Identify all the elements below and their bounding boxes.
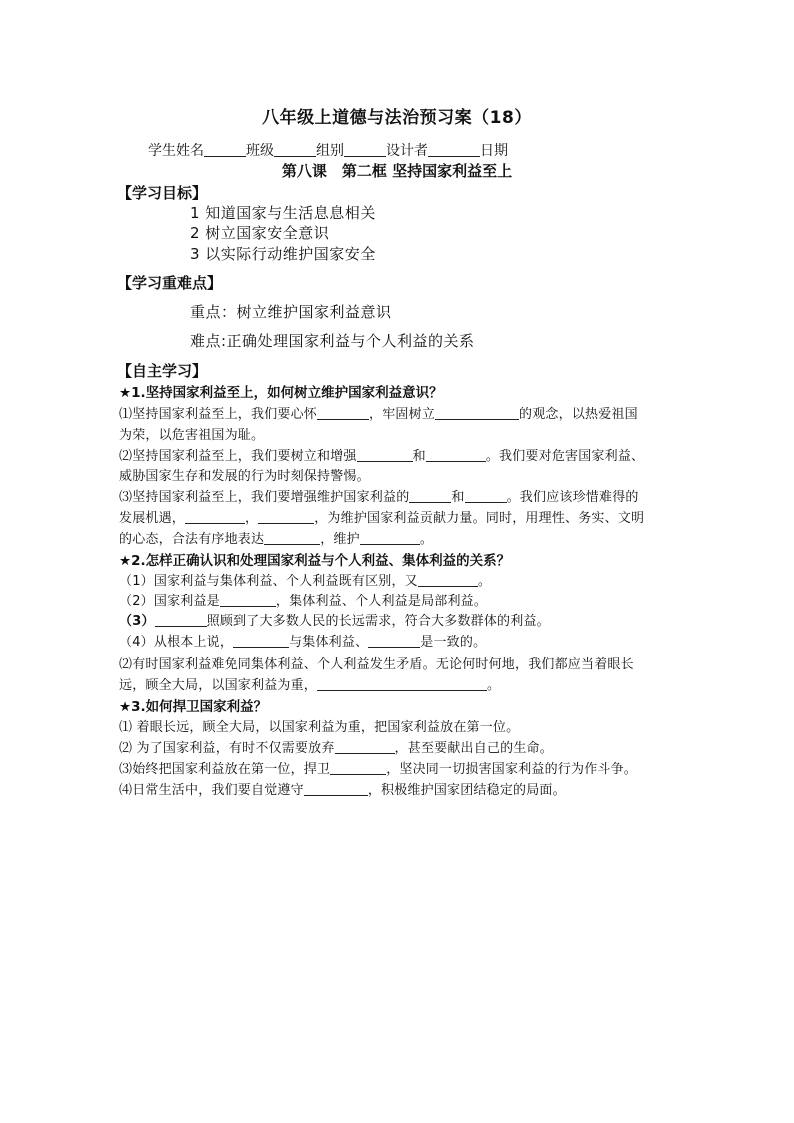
q2-text: （3） (119, 614, 155, 629)
q2-text: 照顾到了大多数人民的长远需求，符合大多数群体的利益。 (206, 614, 550, 629)
page-title: 八年级上道德与法治预习案（18） (262, 108, 532, 128)
fill-blank[interactable] (368, 633, 420, 648)
q1-text: ， (245, 511, 259, 526)
fill-blank[interactable] (330, 760, 386, 775)
q2-text: 。 (477, 574, 492, 589)
fill-blank[interactable] (258, 509, 314, 524)
q1-text: ⑴坚持国家利益至上，我们要心怀 (119, 407, 318, 422)
q1-text: 。我们应该珍惜难得的 (506, 490, 639, 505)
fill-blank[interactable] (465, 488, 507, 503)
q2-text: 远，顾全大局，以国家利益为重， (119, 678, 318, 693)
fill-blank[interactable] (264, 530, 320, 545)
fill-blank[interactable] (185, 509, 245, 524)
q1-text: 的观念，以热爱祖国 (519, 407, 638, 422)
q1-line-7 (119, 528, 433, 547)
keypoints-heading: 【学习重难点】 (117, 274, 223, 292)
q1-text: 和 (451, 490, 465, 505)
keypoint-difficulty: 难点:正确处理国家利益与个人利益的关系 (190, 332, 475, 350)
q1-line-2: 为荣，以危害祖国为耻。 (119, 428, 265, 443)
fill-blank[interactable] (426, 447, 486, 462)
q1-text: 。 (419, 532, 434, 547)
q1-text: ，维护 (320, 532, 360, 547)
q3-text: ⑶始终把国家利益放在第一位，捍卫 (119, 762, 331, 777)
q3-text: ⑵ 为了国家利益，有时不仅需要放弃 (119, 741, 335, 756)
q1-text: 。我们要对危害国家利益、 (485, 449, 645, 464)
goal-item-3: 3 以实际行动维护国家安全 (190, 245, 376, 263)
q3-line-1: ⑴ 着眼长远，顾全大局，以国家利益为重，把国家利益放在第一位。 (119, 720, 520, 735)
goals-heading: 【学习目标】 (117, 184, 208, 202)
fill-blank[interactable] (335, 739, 395, 754)
class-blank[interactable] (274, 142, 316, 157)
fill-blank[interactable] (233, 633, 289, 648)
name-label: 学生姓名 (148, 143, 204, 159)
q1-line-5 (119, 486, 639, 505)
q1-line-1 (119, 403, 638, 422)
q2-line-3 (119, 610, 550, 629)
q2-text: （1）国家利益与集体利益、个人利益既有区别，又 (119, 574, 418, 589)
fill-blank[interactable] (409, 488, 451, 503)
q1-line-6 (119, 507, 644, 526)
q1-text: ，为维护国家利益贡献力量。同时，用理性、务实、文明 (314, 511, 645, 526)
fill-blank[interactable] (360, 530, 420, 545)
goal-item-2: 2 树立国家安全意识 (190, 224, 330, 242)
q1-text: ⑶坚持国家利益至上，我们要增强维护国家利益的 (119, 490, 410, 505)
designer-blank[interactable] (428, 142, 480, 157)
fill-blank[interactable] (357, 447, 413, 462)
q2-line-1 (119, 570, 491, 589)
q2-text: ，集体利益、个人利益是局部利益。 (275, 594, 488, 609)
name-blank[interactable] (204, 142, 246, 157)
q2-text: 与集体利益、 (289, 635, 369, 650)
student-info-line (148, 140, 508, 160)
q3-line-4 (119, 779, 566, 798)
q1-text: ，牢固树立 (369, 407, 436, 422)
q2-text: 是一致的。 (420, 635, 487, 650)
fill-blank[interactable] (220, 592, 276, 607)
class-label: 班级 (246, 143, 274, 159)
q2-line-5: ⑵有时国家利益难免同集体利益、个人利益发生矛盾。无论何时何地，我们都应当着眼长 (119, 657, 634, 672)
group-label: 组别 (316, 143, 344, 159)
goal-item-1: 1 知道国家与生活息息相关 (190, 204, 376, 222)
self-study-heading: 【自主学习】 (117, 362, 208, 380)
q1-text: 发展机遇， (119, 511, 186, 526)
designer-label: 设计者 (386, 143, 428, 159)
group-blank[interactable] (344, 142, 386, 157)
fill-blank[interactable] (317, 405, 369, 420)
fill-blank[interactable] (317, 676, 487, 691)
q3-text: ，积极维护国家团结稳定的局面。 (367, 783, 566, 798)
fill-blank[interactable] (155, 612, 207, 627)
question-3-title: ★3.如何捍卫国家利益？ (119, 699, 268, 715)
q3-line-2 (119, 737, 553, 756)
fill-blank[interactable] (304, 781, 368, 796)
q1-text: ⑵坚持国家利益至上，我们要树立和增强 (119, 449, 357, 464)
q2-text: （2）国家利益是 (119, 594, 220, 609)
q1-text: 的心态，合法有序地表达 (119, 532, 265, 547)
question-1-title: ★1.坚持国家利益至上，如何树立维护国家利益意识？ (119, 385, 443, 401)
fill-blank[interactable] (435, 405, 519, 420)
question-2-title: ★2.怎样正确认识和处理国家利益与个人利益、集体利益的关系？ (119, 553, 511, 569)
keypoint-focus: 重点：树立维护国家利益意识 (190, 303, 392, 321)
q3-text: ，甚至要献出自己的生命。 (394, 741, 553, 756)
q1-text: 和 (412, 449, 426, 464)
q3-text: ，坚决同一切损害国家利益的行为作斗争。 (386, 762, 638, 777)
fill-blank[interactable] (418, 572, 478, 587)
q2-text: （4）从根本上说， (119, 635, 234, 650)
q2-text: 。 (487, 678, 501, 693)
date-label: 日期 (480, 143, 508, 159)
q2-line-4 (119, 631, 486, 650)
q2-line-2 (119, 590, 487, 609)
q3-text: ⑷日常生活中，我们要自觉遵守 (119, 783, 304, 798)
lesson-title: 第八课 第二框 坚持国家利益至上 (281, 162, 513, 180)
q2-line-6 (119, 674, 500, 693)
q1-line-3 (119, 445, 644, 464)
q3-line-3 (119, 758, 637, 777)
q1-line-4: 威胁国家生存和发展的行为时刻保持警惕。 (119, 469, 370, 484)
